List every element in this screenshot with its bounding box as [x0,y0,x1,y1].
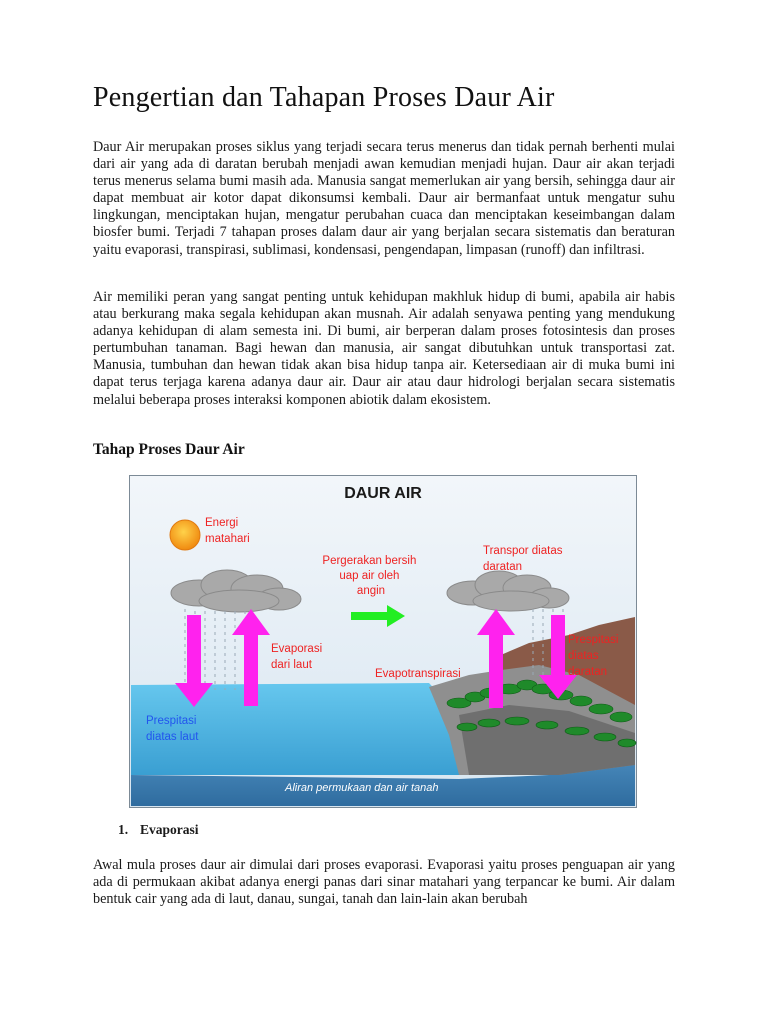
paragraph-importance: Air memiliki peran yang sangat penting untuk kehidupan makhluk hidup di bumi, apabila air habis atau berkurang maka segala kehidupan akan musnah. Air adalah senyawa penting yang mendukung adanya kehidupan di alam semesta ini. Di bumi, air berperan dalam proses fotosintesis dan proses pertumbuhan tanaman. Bagi hewan dan manusia, air sangat dibutuhkan untuk transportasi zat. Manusia, tumbuhan dan hewan tidak akan bisa hidup tanpa air. Ketersediaan air di muka bumi ini dapat terus terjaga karena adanya daur air. Daur air atau daur hidrologi berjalan secara sistematis melalui beberapa proses interaksi komponen abiotik dalam ekosistem. [93,289,675,408]
precipitation-sea-label: Prespitasi diatas laut [146,715,199,743]
evaporation-sea-label: Evaporasi dari laut [271,643,323,671]
transport-label: Transpor diatas daratan [483,545,563,573]
water-cycle-diagram [129,475,637,808]
list-item-evaporasi [118,822,199,838]
section-heading: Tahap Proses Daur Air [93,441,245,458]
sea [131,683,469,775]
list-item-number: 1. [118,822,129,837]
wind-label: Pergerakan bersih uap air oleh angin [322,555,417,597]
precipitation-land-label: Prespitasi diatas daratan [568,634,619,678]
list-item-label: Evaporasi [140,822,199,837]
sun-icon [170,520,200,550]
runoff-label: Aliran permukaan dan air tanah [285,782,439,794]
paragraph-evaporasi: Awal mula proses daur air dimulai dari proses evaporasi. Evaporasi yaitu proses penguapan air yang ada di permukaan akibat adanya energi panas dari sinar matahari yang terpancar ke bumi. Air dalam bentuk cair yang ada di laut, danau, sungai, tanah dan lain-lain akan berubah [93,857,675,908]
sun-label: Energi matahari [205,517,250,545]
evapotranspiration-label: Evapotranspirasi [375,668,461,680]
diagram-title: DAUR AIR [344,485,422,502]
paragraph-intro: Daur Air merupakan proses siklus yang terjadi secara terus menerus dan tidak pernah berhenti mulai dari air yang ada di daratan berubah menjadi awan kemudian menjadi hujan. Daur air akan terjadi terus menerus selama bumi masih ada. Manusia sangat memerlukan air yang bersih, sehingga daur air dapat membuat air kotor dapat dikonsumsi kembali. Daur air bermanfaat untuk mengatur suhu lingkungan, menciptakan hujan, mengatur perubahan cuaca dan menciptakan keseimbangan dalam biosfer bumi. Terjadi 7 tahapan proses dalam daur air yang berjalan secara sistematis dan beraturan yaitu evaporasi, transpirasi, sublimasi, kondensasi, pengendapan, limpasan (runoff) dan infiltrasi. [93,139,675,258]
page-title: Pengertian dan Tahapan Proses Daur Air [93,82,555,113]
